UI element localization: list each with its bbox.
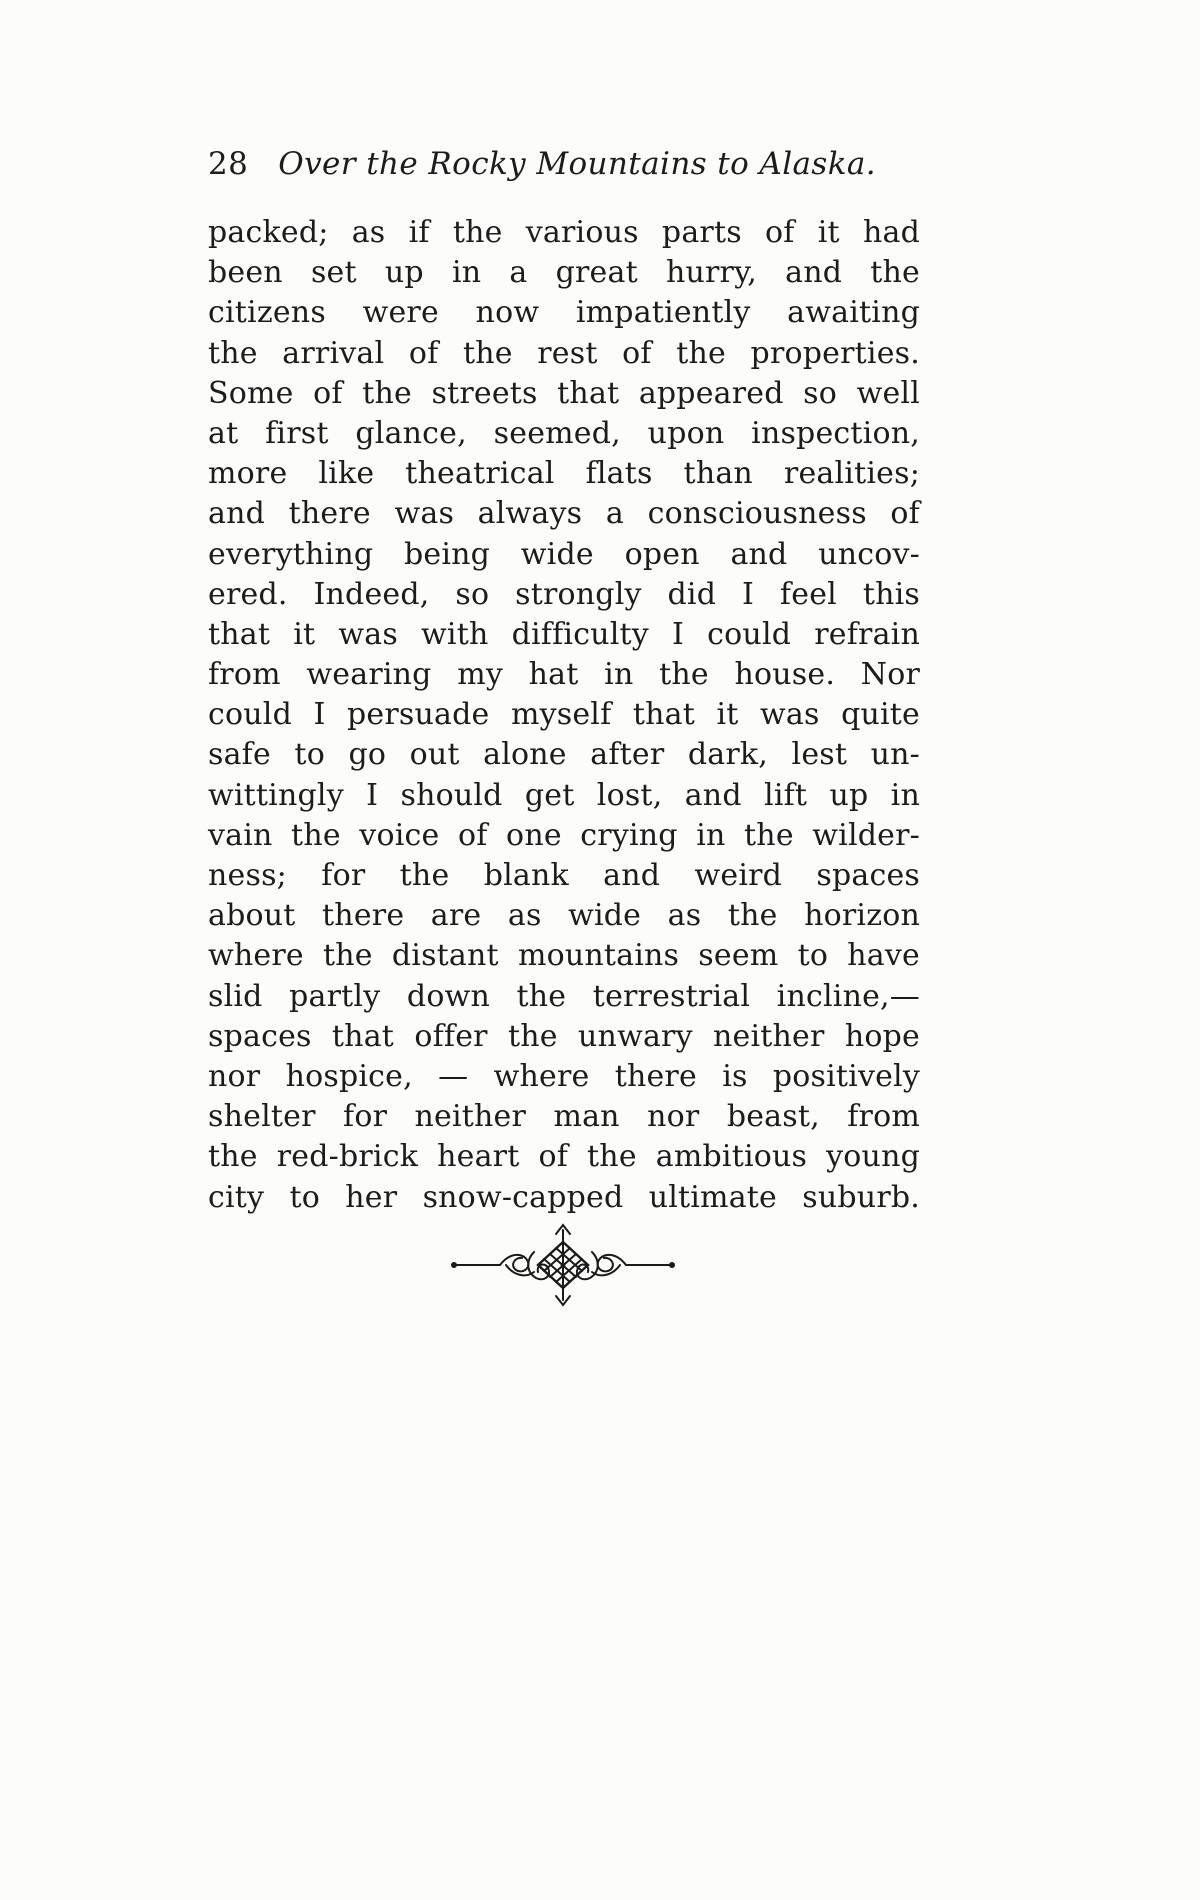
body-line: slid partly down the terrestrial incline,— — [208, 978, 920, 1014]
body-line: packed; as if the various parts of it had — [208, 215, 920, 250]
body-line: citizens were now impatiently awaiting — [208, 295, 920, 331]
body-line: that it was with difficulty I could refrain — [208, 616, 920, 652]
fleuron-icon — [448, 1222, 678, 1308]
body-line: city to her snow-capped ultimate suburb. — [208, 1179, 920, 1215]
body-line: more like theatrical flats than realities; — [208, 456, 920, 492]
body-line: could I persuade myself that it was quite — [208, 697, 920, 733]
body-line: about there are as wide as the horizon — [208, 898, 920, 934]
body-line: and there was always a consciousness of — [208, 496, 920, 532]
body-line: the arrival of the rest of the properties. — [208, 335, 920, 371]
body-line: the red-brick heart of the ambitious young — [208, 1139, 920, 1175]
running-header — [208, 146, 918, 182]
body-line: Some of the streets that appeared so well — [208, 375, 920, 411]
body-line: nor hospice, — where there is positively — [208, 1058, 920, 1094]
body-line: at first glance, seemed, upon inspection, — [208, 415, 920, 451]
body-line: been set up in a great hurry, and the — [208, 255, 920, 291]
decorative-fleuron-ornament — [448, 1222, 678, 1308]
page-number: 28 — [208, 146, 249, 182]
body-line: spaces that offer the unwary neither hope — [208, 1018, 920, 1054]
body-line: shelter for neither man nor beast, from — [208, 1099, 920, 1135]
body-line: where the distant mountains seem to have — [208, 938, 920, 974]
body-line: ness; for the blank and weird spaces — [208, 858, 920, 893]
chapter-running-title: Over the Rocky Mountains to Alaska. — [278, 146, 877, 182]
body-line: everything being wide open and uncov- — [208, 536, 920, 572]
body-line: wittingly I should get lost, and lift up in — [208, 777, 920, 813]
body-line: vain the voice of one crying in the wilder- — [208, 817, 920, 853]
body-paragraph — [208, 213, 920, 1218]
body-line: ered. Indeed, so strongly did I feel this — [208, 576, 920, 612]
body-line: from wearing my hat in the house. Nor — [208, 657, 920, 693]
body-line: safe to go out alone after dark, lest un- — [208, 737, 920, 773]
